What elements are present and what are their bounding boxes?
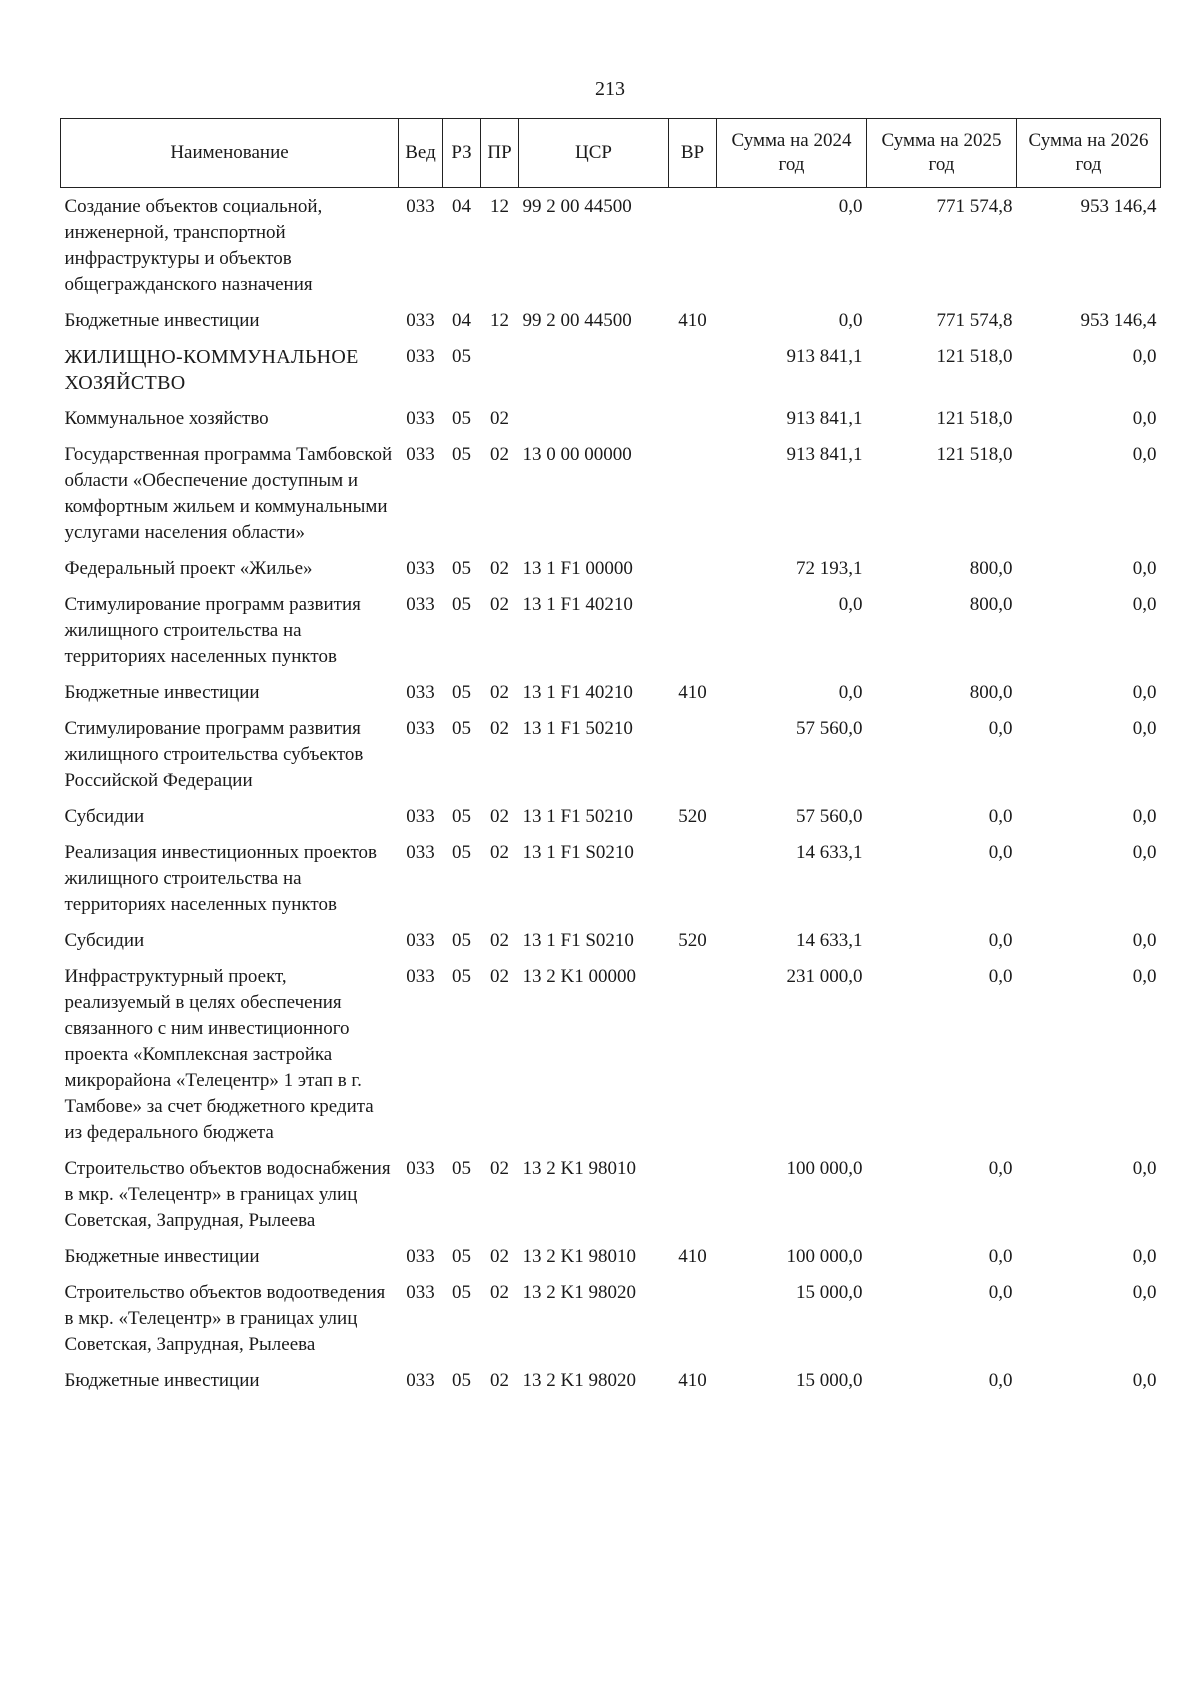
cell-sum-2024: 100 000,0 <box>786 1246 863 1267</box>
table-row <box>61 302 1161 338</box>
cell-ved: 033 <box>406 966 435 987</box>
cell-csr: 99 2 00 44500 <box>522 310 632 331</box>
cell-sum-2024: 14 633,1 <box>796 930 863 951</box>
cell-sum-2024: 913 841,1 <box>786 408 863 429</box>
cell-pr: 02 <box>490 1370 509 1391</box>
cell-name: Бюджетные инвестиции <box>64 310 260 331</box>
cell-vr: 520 <box>678 930 707 951</box>
cell-pr: 02 <box>490 1282 509 1303</box>
cell-sum-2025: 0,0 <box>988 930 1013 951</box>
cell-sum-2026: 0,0 <box>1132 1246 1157 1267</box>
cell-sum-2026: 0,0 <box>1132 444 1157 465</box>
table-row <box>61 188 1161 303</box>
cell-csr: 13 1 F1 00000 <box>522 558 633 579</box>
table-row <box>61 1150 1161 1238</box>
cell-rz: 05 <box>452 718 471 739</box>
table-row <box>61 586 1161 674</box>
cell-ved: 033 <box>406 558 435 579</box>
cell-sum-2026: 0,0 <box>1132 594 1157 615</box>
cell-pr: 02 <box>490 930 509 951</box>
cell-vr <box>669 834 717 922</box>
cell-vr <box>669 550 717 586</box>
cell-sum-2024: 0,0 <box>838 310 863 331</box>
cell-pr: 02 <box>490 594 509 615</box>
cell-ved: 033 <box>406 196 435 217</box>
cell-sum-2024: 0,0 <box>838 594 863 615</box>
cell-sum-2024: 57 560,0 <box>796 806 863 827</box>
cell-name: Стимулирование программ развития жилищного строительства на территориях населенных пунктов <box>64 594 361 667</box>
table-row <box>61 710 1161 798</box>
cell-sum-2025: 800,0 <box>969 558 1013 579</box>
cell-pr: 02 <box>490 966 509 987</box>
cell-rz: 04 <box>452 310 471 331</box>
header-vr: ВР <box>669 119 717 188</box>
cell-sum-2026: 0,0 <box>1132 718 1157 739</box>
cell-pr: 02 <box>490 1246 509 1267</box>
cell-rz: 05 <box>452 842 471 863</box>
cell-name: Стимулирование программ развития жилищного строительства субъектов Российской Федерации <box>64 718 364 791</box>
cell-sum-2025: 771 574,8 <box>936 196 1013 217</box>
cell-pr: 12 <box>490 196 509 217</box>
cell-csr: 13 1 F1 40210 <box>522 682 633 703</box>
header-name: Наименование <box>61 119 399 188</box>
cell-vr: 410 <box>678 310 707 331</box>
cell-csr: 13 2 K1 98020 <box>522 1282 636 1303</box>
cell-ved: 033 <box>406 594 435 615</box>
table-header <box>61 119 1161 188</box>
cell-sum-2026: 953 146,4 <box>1080 196 1157 217</box>
cell-name: Строительство объектов водоотведения в мкр. «Телецентр» в границах улиц Советская, Запрудная, Рылеева <box>64 1282 386 1355</box>
cell-vr: 410 <box>678 1246 707 1267</box>
cell-csr: 13 1 F1 S0210 <box>522 842 634 863</box>
cell-ved: 033 <box>406 806 435 827</box>
cell-sum-2024: 100 000,0 <box>786 1158 863 1179</box>
cell-pr: 02 <box>490 558 509 579</box>
table-row <box>61 674 1161 710</box>
cell-sum-2025: 0,0 <box>988 1158 1013 1179</box>
cell-pr: 02 <box>490 806 509 827</box>
cell-name: Государственная программа Тамбовской области «Обеспечение доступным и комфортным жильем и коммунальными услугами населения области» <box>64 444 393 543</box>
cell-sum-2024: 57 560,0 <box>796 718 863 739</box>
cell-pr: 02 <box>490 444 509 465</box>
cell-name: Создание объектов социальной, инженерной, транспортной инфраструктуры и объектов общегражданского назначения <box>64 196 323 295</box>
header-sum-2025: Сумма на 2025 год <box>867 119 1017 188</box>
cell-name: Реализация инвестиционных проектов жилищного строительства на территориях населенных пунктов <box>64 842 378 915</box>
table-row <box>61 550 1161 586</box>
cell-sum-2025: 121 518,0 <box>936 408 1013 429</box>
cell-vr <box>669 188 717 303</box>
cell-sum-2026: 0,0 <box>1132 966 1157 987</box>
cell-sum-2025: 121 518,0 <box>936 444 1013 465</box>
cell-name: ЖИЛИЩНО-КОММУНАЛЬНОЕ ХОЗЯЙСТВО <box>64 346 359 394</box>
cell-sum-2025: 0,0 <box>988 806 1013 827</box>
cell-ved: 033 <box>406 1282 435 1303</box>
cell-vr <box>669 400 717 436</box>
header-row <box>61 119 1161 188</box>
cell-name: Федеральный проект «Жилье» <box>64 558 313 579</box>
cell-sum-2026: 0,0 <box>1132 1282 1157 1303</box>
cell-csr <box>519 400 669 436</box>
cell-ved: 033 <box>406 346 435 367</box>
cell-csr: 13 1 F1 S0210 <box>522 930 634 951</box>
cell-sum-2026: 0,0 <box>1132 1370 1157 1391</box>
cell-ved: 033 <box>406 718 435 739</box>
cell-sum-2025: 0,0 <box>988 718 1013 739</box>
cell-pr: 02 <box>490 1158 509 1179</box>
cell-name: Строительство объектов водоснабжения в мкр. «Телецентр» в границах улиц Советская, Запрудная, Рылеева <box>64 1158 391 1231</box>
cell-rz: 04 <box>452 196 471 217</box>
cell-pr: 02 <box>490 682 509 703</box>
cell-pr: 02 <box>490 718 509 739</box>
cell-sum-2025: 800,0 <box>969 682 1013 703</box>
cell-sum-2026: 0,0 <box>1132 346 1157 367</box>
cell-pr: 12 <box>490 310 509 331</box>
cell-sum-2024: 0,0 <box>838 682 863 703</box>
cell-rz: 05 <box>452 1158 471 1179</box>
budget-table <box>60 118 1161 1398</box>
cell-sum-2024: 15 000,0 <box>796 1370 863 1391</box>
cell-rz: 05 <box>452 966 471 987</box>
cell-ved: 033 <box>406 1370 435 1391</box>
cell-pr: 02 <box>490 842 509 863</box>
cell-sum-2024: 0,0 <box>838 196 863 217</box>
cell-sum-2025: 0,0 <box>988 1246 1013 1267</box>
cell-name: Субсидии <box>64 806 145 827</box>
cell-sum-2024: 913 841,1 <box>786 444 863 465</box>
table-row <box>61 338 1161 400</box>
cell-vr: 410 <box>678 1370 707 1391</box>
table-row <box>61 1274 1161 1362</box>
cell-csr: 13 2 K1 00000 <box>522 966 636 987</box>
cell-vr <box>669 338 717 400</box>
cell-ved: 033 <box>406 408 435 429</box>
cell-rz: 05 <box>452 1282 471 1303</box>
cell-sum-2026: 953 146,4 <box>1080 310 1157 331</box>
header-pr: ПР <box>481 119 519 188</box>
cell-csr: 13 1 F1 50210 <box>522 806 633 827</box>
cell-vr: 520 <box>678 806 707 827</box>
cell-csr: 13 2 K1 98020 <box>522 1370 636 1391</box>
cell-sum-2026: 0,0 <box>1132 682 1157 703</box>
cell-sum-2024: 231 000,0 <box>786 966 863 987</box>
header-sum-2026: Сумма на 2026 год <box>1017 119 1161 188</box>
cell-rz: 05 <box>452 444 471 465</box>
cell-sum-2024: 14 633,1 <box>796 842 863 863</box>
cell-name: Бюджетные инвестиции <box>64 1370 260 1391</box>
cell-csr: 99 2 00 44500 <box>522 196 632 217</box>
table-row <box>61 958 1161 1150</box>
cell-rz: 05 <box>452 346 471 367</box>
cell-ved: 033 <box>406 682 435 703</box>
cell-sum-2024: 72 193,1 <box>796 558 863 579</box>
cell-sum-2025: 0,0 <box>988 1370 1013 1391</box>
cell-rz: 05 <box>452 1246 471 1267</box>
cell-rz: 05 <box>452 806 471 827</box>
cell-ved: 033 <box>406 1246 435 1267</box>
cell-sum-2026: 0,0 <box>1132 1158 1157 1179</box>
cell-csr: 13 2 K1 98010 <box>522 1158 636 1179</box>
table-body <box>61 188 1161 1399</box>
cell-name: Бюджетные инвестиции <box>64 682 260 703</box>
cell-sum-2025: 0,0 <box>988 966 1013 987</box>
header-rz: РЗ <box>443 119 481 188</box>
cell-vr <box>669 1274 717 1362</box>
cell-csr: 13 2 K1 98010 <box>522 1246 636 1267</box>
cell-ved: 033 <box>406 444 435 465</box>
cell-vr: 410 <box>678 682 707 703</box>
cell-ved: 033 <box>406 1158 435 1179</box>
cell-sum-2026: 0,0 <box>1132 930 1157 951</box>
header-sum-2024: Сумма на 2024 год <box>717 119 867 188</box>
header-ved: Вед <box>399 119 443 188</box>
cell-sum-2026: 0,0 <box>1132 806 1157 827</box>
cell-vr <box>669 436 717 550</box>
cell-name: Инфраструктурный проект, реализуемый в целях обеспечения связанного с ним инвестиционного проекта «Комплексная застройка микрорайона «Телецентр» 1 этап в г. Тамбове» за счет бюджетного кредита из федерального бюджета <box>64 966 374 1143</box>
cell-rz: 05 <box>452 682 471 703</box>
page-number: 213 <box>595 78 625 100</box>
table-row <box>61 922 1161 958</box>
cell-sum-2025: 0,0 <box>988 842 1013 863</box>
cell-csr: 13 1 F1 40210 <box>522 594 633 615</box>
cell-rz: 05 <box>452 408 471 429</box>
table-row <box>61 1362 1161 1398</box>
cell-sum-2026: 0,0 <box>1132 558 1157 579</box>
cell-vr <box>669 958 717 1150</box>
cell-vr <box>669 586 717 674</box>
cell-rz: 05 <box>452 558 471 579</box>
cell-csr: 13 0 00 00000 <box>522 444 632 465</box>
cell-sum-2026: 0,0 <box>1132 842 1157 863</box>
cell-rz: 05 <box>452 594 471 615</box>
cell-sum-2025: 0,0 <box>988 1282 1013 1303</box>
cell-sum-2025: 800,0 <box>969 594 1013 615</box>
table-row <box>61 400 1161 436</box>
cell-sum-2025: 771 574,8 <box>936 310 1013 331</box>
cell-name: Субсидии <box>64 930 145 951</box>
cell-ved: 033 <box>406 930 435 951</box>
header-csr: ЦСР <box>519 119 669 188</box>
cell-ved: 033 <box>406 842 435 863</box>
cell-csr: 13 1 F1 50210 <box>522 718 633 739</box>
cell-sum-2026: 0,0 <box>1132 408 1157 429</box>
cell-vr <box>669 710 717 798</box>
cell-pr: 02 <box>490 408 509 429</box>
cell-ved: 033 <box>406 310 435 331</box>
cell-sum-2024: 15 000,0 <box>796 1282 863 1303</box>
table-row <box>61 436 1161 550</box>
table-row <box>61 834 1161 922</box>
cell-rz: 05 <box>452 930 471 951</box>
table-row <box>61 798 1161 834</box>
cell-pr <box>481 338 519 400</box>
cell-sum-2024: 913 841,1 <box>786 346 863 367</box>
table-row <box>61 1238 1161 1274</box>
cell-sum-2025: 121 518,0 <box>936 346 1013 367</box>
cell-rz: 05 <box>452 1370 471 1391</box>
cell-name: Бюджетные инвестиции <box>64 1246 260 1267</box>
cell-vr <box>669 1150 717 1238</box>
cell-csr <box>519 338 669 400</box>
cell-name: Коммунальное хозяйство <box>64 408 269 429</box>
